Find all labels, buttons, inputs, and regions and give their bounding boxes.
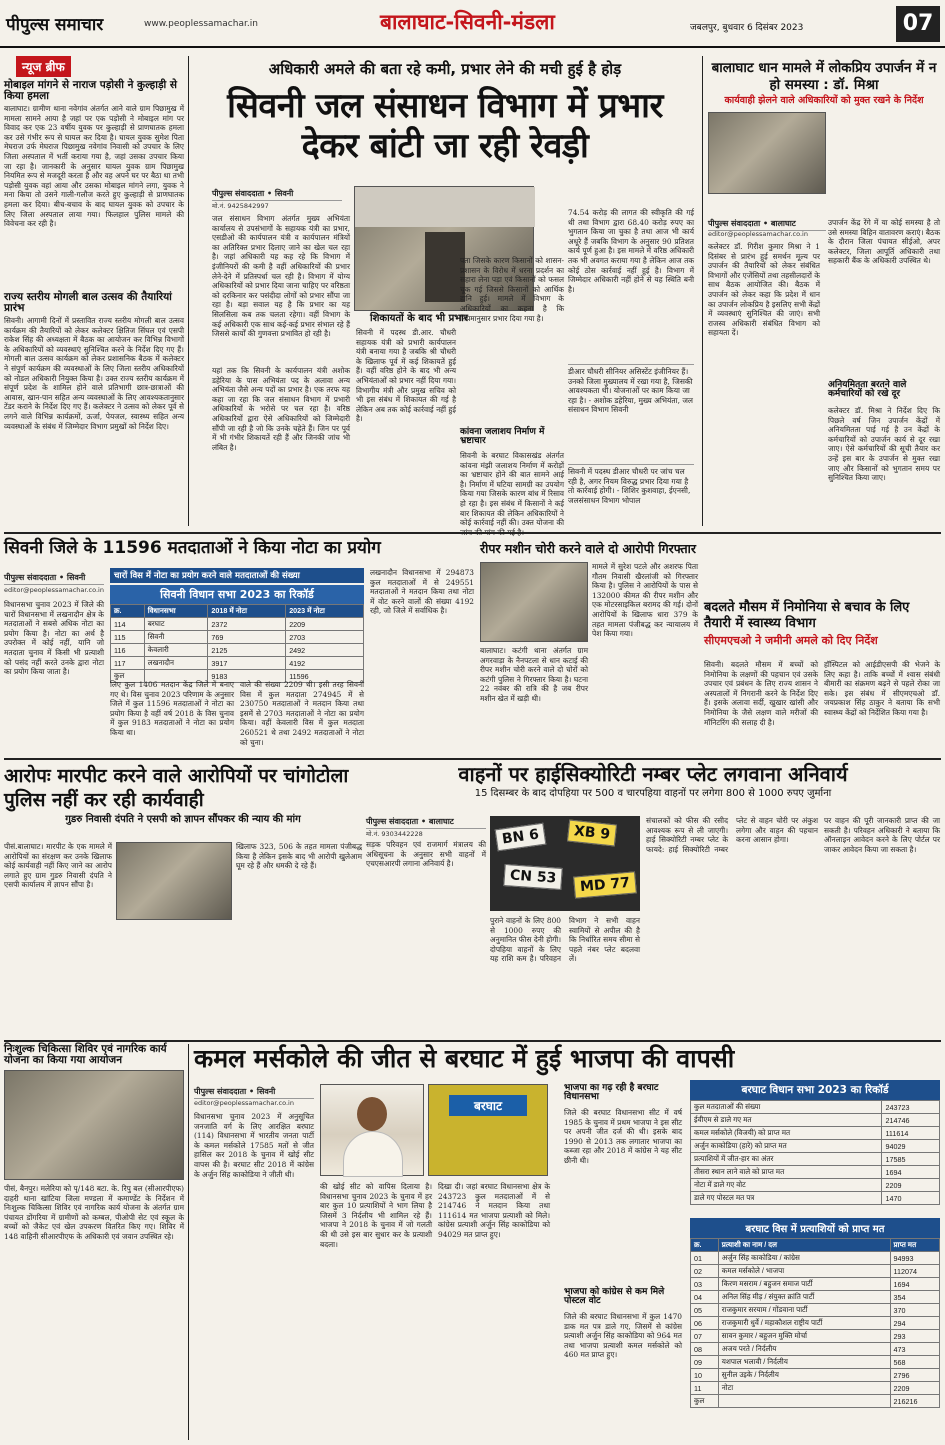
table-row [691,1265,940,1278]
nota-table-box [110,568,364,683]
cell: अनिल सिंह मीड़ / संयुक्त क्रांति पार्टी [718,1291,890,1304]
table-row [691,1317,940,1330]
gudru-body-1: पीसं.बालाघाट। मारपीट के एक मामले में आरोपियों का संरक्षण कर उनके खिलाफ कोई कार्यवाही नहीं किए जाने का आरोप लगाते हुए ग्राम गुडरु निवासी दंपति ने एसपी कार्यालय में ज्ञापन सौंपा है। [4,842,112,890]
number-plate: XB 9 [567,820,617,847]
building-door [425,232,465,302]
plates-photo [490,816,640,911]
cell: 568 [890,1356,939,1369]
lead-mobile: मो.नं. 9425842997 [212,202,269,210]
table-row [691,1330,940,1343]
cell: 2209 [286,618,364,631]
cell: सिवनी [144,631,208,644]
cell: 01 [691,1252,719,1265]
candidate-body [343,1131,403,1177]
brief-body-2: सिवनी। आगामी दिनों में प्रस्तावित राज्य स्तरीय मोगली बाल उत्सव कार्यक्रम की तैयारियों को लेकर कलेक्टर क्षितिज सिंघल एवं एसपी राकेश सिंह की अध्यक्षता में बैठक का आयोजन कर विभिन्न विभागों के अधिकारियों को व्यवस्थाएं सुनिश्चित करने के निर्देश दिए गए हैं। मोगली बाल उत्सव कार्यक्रम को लेकर प्रशासनिक बैठक में कलेक्टर ने संपूर्ण कार्यक्रम की व्यवस्थाओं के लिए जिला स्तरीय अधिकारियों को नोडल अधिकारी नियुक्त किया है। उक्त राज्य स्तरीय कार्यक्रम में संपूर्ण प्रदेश के शामिल होने वाले प्रतिभागी छात्र-छात्राओं की आवास, खान-पान सहित अन्य व्यवस्थाओं के लिए आवश्यकतानुसार टेंडर कराने के निर्देश दिए गए हैं। कलेक्टर ने उत्सव को लेकर पूर्व से लगने वाले विभिन्न कार्यक्रमों, ऊर्जा, पेयजल, स्वास्थ्य सहित अन्य व्यवस्थाओं के संबंध में जिम्मेदार विभाग प्रमुखों को निर्देश दिए। [4,316,184,431]
hsrp-body-1: पुराने वाहनों के लिए 800 से 1000 रुपए की अनुमानित फीस देनी होगी। दोपहिया वाहनों के लिए यह राशि कम है। परिवहन विभाग ने सभी वाहन स्वामियों से अपील की है कि निर्धारित समय सीमा से पहले नंबर प्लेट बदलवा लें। [490,916,640,964]
gudru-story [4,764,362,1036]
bjp-email: editor@peoplessamachar.co.in [194,1099,294,1107]
lead-headline: सिवनी जल संसाधन विभाग में प्रभार देकर बांटी जा रही रेवड़ी [227,85,663,166]
lead-story [194,56,696,528]
balaghat-headline: बालाघाट धान मामले में लोकप्रिय उपार्जन में न हो समस्या : डॉ. मिश्रा [711,60,937,93]
candidate-head [357,1097,387,1131]
bjp-body-3: दिखा दी। जहां बरघाट विधानसभा क्षेत्र के 243723 कुल मतदाताओं में से 214746 ने मतदान किया तथा 111614 मत भाजपा प्रत्याशी को मिले। कांग्रेस प्रत्याशी अर्जुन सिंह काकोडिया को 94029 मत प्राप्त हुए। [438,1182,550,1239]
cell: 11596 [286,670,364,683]
table-row [691,1192,940,1205]
hsrp-deck: 15 दिसम्बर के बाद दोपहिया पर 500 व चारपहिया वाहनों पर लगेगा 800 से 1000 रुपए जुर्माना [474,788,832,799]
cell: 111614 [882,1127,940,1140]
reaper-photo [480,562,588,642]
cell: 1694 [890,1278,939,1291]
column-divider [702,56,703,526]
lead-kicker: अधिकारी अमले की बता रहे कमी, प्रभार लेने की मची हुई है होड़ [268,60,622,78]
nota-byline: पीपुल्स संवाददाता • सिवनी [4,572,104,585]
table-row [691,1356,940,1369]
cell: अजय परते / निर्दलीय [718,1343,890,1356]
lead-body-6: 74.54 करोड़ की लागत की स्वीकृति की गई थी तथा विभाग द्वारा 68.40 करोड़ रुपए का भुगतान किया जा चुका है तथा आज भी कार्य अधूरे हैं जबकि विभाग के अनुसार 90 प्रतिशत कार्य पूर्ण हुआ है। इस मामले में वरिष्ठ अधिकारी तक भी अवगत कराया गया है लेकिन आज तक कोई ठोस कार्रवाई नहीं हुई है। विभाग में जिम्मेदार अधिकारी नहीं होने से यह स्थिति बनी है। [568,208,694,294]
cell: 114 [111,618,145,631]
bjp-subhead-1: भाजपा का गढ़ रही है बरघाट विधानसभा [564,1083,659,1103]
cell: 115 [111,631,145,644]
page-number: 07 [896,6,940,42]
balaghat-body-3: कलेक्टर डॉ. मिश्रा ने निर्देश दिए कि पिछले वर्ष जिन उपार्जन केंद्रों में अनियमितता पाई गई है उन केंद्रों के कर्मचारियों को उपार्जन कार्य से दूर रखा जाए। ऐसे कर्मचारियों की सूची तैयार कर उन्हें इस बार के उपार्जन से मुक्त रखा जाए और किसानों को भुगतान समय पर सुनिश्चित किया जाए। [828,406,940,483]
cell: 2125 [208,644,286,657]
balaghat-body-1: कलेक्टर डॉ. गिरीश कुमार मिश्रा ने 1 दिसंबर से प्रारंभ हुई समर्थन मूल्य पर उपार्जन की तैयारियों को लेकर संबंधित विभागों और एजेंसियों तथा तहसीलदारों के साथ बैठक आयोजित की। बैठक में उपार्जन को लेकर कहा कि प्रदेश में धान का उपार्जन लोकप्रिय है इसलिए सभी केंद्रों में व्यवस्थाएं सुनिश्चित की जाएं। सभी राजस्व अधिकारी संबंधित विभाग को सहायता दें। [708,242,820,338]
cell: 216216 [890,1395,939,1408]
pneumonia-deck: सीएमएचओ ने जमीनी अमले को दिए निर्देश [704,634,878,647]
cell: 05 [691,1304,719,1317]
cell: 02 [691,1265,719,1278]
nota-col-header: 2023 में नोटा [286,605,364,618]
balaghat-body-2: उपार्जन केंद्र रेंगे में या कोई समस्या है तो उसे समस्या बिहिन वातावरण कराएं। बैठक के दौरान जिला पंचायत सीईओ, अपर कलेक्टर, जिला आपूर्ति अधिकारी तथा सहकारी बैंक के अधिकारी उपस्थित थे। [828,218,940,266]
cell: 2703 [286,631,364,644]
nota-body-3: वाले की संख्या 2209 थी। इसी तरह सिवनी विस में कुल मतदाता 274945 में से 230750 मतदाताओं ने मतदान किया तथा इसमें से 2703 मतदाताओं ने नोटा का प्रयोग किया। वहीं केवलारी विस में कुल मतदाता 260521 थे तथा 2492 मतदाताओं ने नोटा को चुना। [240,680,364,747]
brief-headline-2: राज्य स्तरीय मोगली बाल उत्सव की तैयारियां प्रारंभ [4,291,172,315]
camp-headline: निःशुल्क चिकित्सा शिविर एवं नागरिक कार्य योजना का किया गया आयोजन [4,1043,167,1067]
cell: अर्जुन सिंह काकोडिया / कांग्रेस [718,1252,890,1265]
number-plate: BN 6 [495,823,547,852]
brief-body-1: बालाघाट। ग्रामीण थाना नवेगांव अंतर्गत आने वाले ग्राम पिछामुख में मामला सामने आया है जहां पर एक पड़ोसी ने मोबाइल मांग पर विवाद कर एक 23 वर्षीय युवक पर कुल्हाड़ी से प्राणघातक हमला कर उसे गंभीर रूप से घायल कर दिया है। घायल युवक सुमेश पिता मेघराज उर्फ मेघराज पिछामुख नवेगांव निवासी को उपचार के लिए जिला अस्पताल में भर्ती कराया गया है, जहां उसका उपचार किया जा रहा है। जानकारी के अनुसार घायल युवक ग्राम पिछामुख नियमित रूप से मजदूरी करता है और वह अपने घर पर बैठा था तभी पड़ोसी युवक वहां आया और उसका मोबाइल मांगने लगा, युवक ने मना किया तो उसने गाली-गलौज करते हुए कुल्हाड़ी से प्राणघातक हमला कर दिया। बीच-बचाव के बाद घायल युवक को उपचार के लिए जिला अस्पताल लाया गया। फिलहाल पुलिस मामले की विवेचना कर रही है। [4,104,184,229]
lead-body-1: जल संसाधन विभाग अंतर्गत मुख्य अभियंता कार्यालय से उपसंभागों के सहायक यंत्री का प्रभार, एसडीओ की कार्यपालन यंत्री व कार्यपालन मंत्रियों का अतिरिक्त प्रभार दिलाए जाने का खेल चल रहा है। जहां अधिकारी यह कह रहे कि विभाग में इंजीनियरों की कमी है वहीं अधिकारियों की प्रभार लेने-देने में प्रतिस्पर्धा चल रही है। विभाग में योग्य अधिकारियों को प्रभार दिया जाना चाहिए पर वरिष्ठता को दरकिनार कर पसंदीदा लोगों को प्रभार सौंपा जा रहा है। बड़ा सवाल यह है कि प्रभार का यह सिलसिला कब तक चलता रहेगा। वहीं विभाग के कई अधिकारी एक साथ कई-कई प्रभार संभाल रहे हैं जिससे कार्यों की गुणवत्ता प्रभावित हो रही है। [212,214,350,339]
cell: 17585 [882,1153,940,1166]
cell: 116 [111,644,145,657]
lead-byline: पीपुल्स संवाददाता • सिवनी [212,188,342,201]
candidates-title: बरघाट विस में प्रत्याशियों को प्राप्त मत [690,1218,940,1238]
masthead [0,0,945,48]
cell: किरण मसराम / बहुजन समाज पार्टी [718,1278,890,1291]
pneumonia-body-2: हॉस्पिटल को आईडीएसपी की भेजने के लिए कहा है। ताकि बच्चों में श्वास संबंधी बीमारी का संक्रमण बढ़ने से पहले रोका जा सके। इस संबंध में सीएमएचओ डॉ. जयप्रकाश सिंह ठाकुर ने बताया कि सभी स्वास्थ्य केंद्रों को निर्देशित किया गया है। [824,660,940,717]
cell: 473 [890,1343,939,1356]
bjp-body-1: विधानसभा चुनाव 2023 में अनुसूचित जनजाति वर्ग के लिए आरक्षित बरघाट (114) विधानसभा में भारतीय जनता पार्टी के कमल मर्सकोले 17585 मतों से जीत हासिल कर 2018 के चुनाव में खोई सीट वापस की है। बरघाट सीट 2018 में कांग्रेस के अर्जुन सिंह काकोडिया ने जीती थी। [194,1112,314,1179]
table-row [691,1369,940,1382]
cell: कमल मर्सकोले (विजयी) को प्राप्त मत [691,1127,882,1140]
section-rule [4,532,941,534]
table-row [691,1278,940,1291]
lead-quote-1: डीआर चौधरी सीनियर असिस्टेंट इंजीनियर हैं। उनको जिला मुख्यालय में रखा गया है, जिसकी आवश्यकता थी। योजनाओं पर काम किया जा रहा है। - अशोक डहेरिया, मुख्य अभियंता, जल संसाधन विभाग सिवनी [568,364,694,459]
cell: 9183 [208,670,286,683]
nota-col-header: क्र. [111,605,145,618]
cell: 03 [691,1278,719,1291]
cell: नोटा में डाले गए वोट [691,1179,882,1192]
cell: केवलारी [144,644,208,657]
hsrp-headline: वाहनों पर हाईसिक्योरिटी नम्बर प्लेट लगवाना अनिवार्य [458,762,848,786]
masthead-url[interactable]: www.peoplessamachar.in [144,19,258,29]
cell: 112074 [890,1265,939,1278]
cell: नोटा [718,1382,890,1395]
cell: डाले गए पोस्टल मत पत्र [691,1192,882,1205]
nota-headline: सिवनी जिले के 11596 मतदाताओं ने किया नोटा का प्रयोग [4,538,381,558]
hsrp-body-3: पर वाहन की पूरी जानकारी प्राप्त की जा सकती है। परिवहन अधिकारी ने बताया कि ऑनलाइन आवेदन करने के लिए पोर्टल पर जाकर आवेदन किया जा सकता है। [824,816,940,854]
bjp-byline: पीपुल्स संवाददाता • सिवनी [194,1086,314,1099]
cell: सुनील उइके / निर्दलीय [718,1369,890,1382]
hsrp-body-2: संचालकों को फीस की रसीद आवश्यक रूप से ली जाएगी। हाई सिक्योरिटी नम्बर प्लेट के फायदे: हाई सिक्योरिटी नम्बर प्लेट से वाहन चोरी पर अंकुश लगेगा और वाहन की पहचान करना आसान होगा। [646,816,818,854]
nota-table [110,604,364,683]
cell: सावन कुमार / बहुजन मुक्ति मोर्चा [718,1330,890,1343]
nota-body-4: लखनादौन विधानसभा में 294873 कुल मतदाताओं में से 249551 मतदाताओं ने मतदान किया तथा नोटा में वोट करने वालों की संख्या 4192 रही, जो जिले में सर्वाधिक है। [370,568,474,616]
cell: 769 [208,631,286,644]
brief-headline-1: मोबाइल मांगने से नाराज पड़ोसी ने कुल्हाड़ी से किया हमला [4,79,178,103]
cell: यशपाल भलावी / निर्दलीय [718,1356,890,1369]
candidates-col-header: प्रत्याशी का नाम / दल [718,1239,890,1252]
table-row [111,631,364,644]
cell: राजकुमारी धुर्वे / महाकौशल राष्ट्रीय पार्टी [718,1317,890,1330]
gudru-body-3: सड़क परिवहन एवं राजमार्ग मंत्रालय की अधिसूचना के अनुसार सभी वाहनों में एचएसआरपी लगाना अनिवार्य है। [366,840,486,869]
bjp-body-2: की खोई सीट को वापिस दिलाया है। विधानसभा चुनाव 2023 के चुनाव में हर बार कुल 10 प्रत्याशियों ने भाग लिया है जिसमें 3 निर्दलीय भी शामिल रहे हैं। भाजपा ने 2018 के चुनाव में जो गलती की थी उसे इस बार सुधार कर के प्रत्याशी बदला। [320,1182,432,1249]
pneumonia-headline: बदलते मौसम में निमोनिया से बचाव के लिए तैयारी में स्वास्थ्य विभाग [704,600,910,631]
cell [718,1395,890,1408]
table-row [691,1166,940,1179]
cell: 09 [691,1356,719,1369]
cell: 214746 [882,1114,940,1127]
bjp-body-4: जिले की बरघाट विधानसभा सीट में वर्ष 1985 के चुनाव में प्रथम भाजपा ने इस सीट पर अपनी जीत दर्ज की थी। इसके बाद 1990 से 2013 तक लगातार भाजपा का कब्जा रहा और 2018 में कांग्रेस ने यह सीट छीनी थी। [564,1108,682,1165]
nota-story [4,538,474,753]
cell: कुल [111,670,145,683]
masthead-date: जबलपुर, बुधवार 6 दिसंबर 2023 [690,23,804,33]
cell: 08 [691,1343,719,1356]
table-row [691,1252,940,1265]
table-row [691,1179,940,1192]
barghat-record [690,1080,940,1205]
lead-photo-caption: शिकायतों के बाद भी प्रभार [370,313,468,324]
column-divider [188,1044,189,1440]
cell: राजकुमार सरयाम / गोंडवाना पार्टी [718,1304,890,1317]
balaghat-deck: कार्यवाही झेलने वाले अधिकारियों को मुक्त रखने के निर्देश [724,95,924,106]
news-brief [4,56,184,526]
camp-story [4,1044,184,1440]
table-row [111,618,364,631]
candidates-col-header: प्राप्त मत [890,1239,939,1252]
table-row [691,1127,940,1140]
table-row [691,1291,940,1304]
cell: 1470 [882,1192,940,1205]
bjp-board-photo [428,1084,548,1176]
section-rule [4,1040,941,1042]
cell: 2796 [890,1369,939,1382]
pneumonia-body-1: सिवनी। बदलते मौसम में बच्चों को निमोनिया के लक्षणों की पहचान एवं उसके उपचार एवं प्रबंधन के लिए राज्य शासन ने अस्पतालों में निगरानी करने के निर्देश दिए हैं। इसके अलावा सर्दी, खुखार खांसी और निमोनिया के जैसे लक्षण वाले मरीजों की मॉनिटरिंग की सलाह दी है। [704,660,818,727]
table-row [691,1153,940,1166]
nota-col-header: विधानसभा [144,605,208,618]
cell: 10 [691,1369,719,1382]
bjp-candidate-photo [320,1084,424,1176]
cell: 243723 [882,1101,940,1114]
balaghat-byline: पीपुल्स संवाददाता • बालाघाट [708,218,826,231]
nota-table-title: सिवनी विधान सभा 2023 का रिकॉर्ड [110,585,364,604]
balaghat-subhead: अनियमितता बरतने वाले कर्मचारियों को रखे दूर [828,380,907,400]
table-row [111,644,364,657]
number-plate: MD 77 [573,871,637,898]
column-divider [188,56,189,526]
balaghat-story [708,56,940,528]
cell: 370 [890,1304,939,1317]
table-row [111,657,364,670]
cell: कुल [691,1395,719,1408]
masthead-logo: पीपुल्स समाचार [6,15,104,35]
nota-banner: चारों विस में नोटा का प्रयोग करने वाले मतदाताओं की संख्या [110,568,364,583]
reaper-headline: रीपर मशीन चोरी करने वाले दो आरोपी गिरफ्तार [480,541,696,556]
lead-quote-2: सिवनी में पदस्थ डीआर चौधरी पर जांच चल रही है, अगर नियम विरुद्ध प्रभार दिया गया है तो कार्रवाई होगी। - शिशिर कुशवाहा, ईएनसी, जलसंसाधन विभाग भोपाल [568,464,694,526]
cell: 294 [890,1317,939,1330]
cell: 2372 [208,618,286,631]
nota-body-1: विधानसभा चुनाव 2023 में जिले की चारों विधानसभा में लखनादौन क्षेत्र के मतदाताओं ने सबसे अधिक नोटा का प्रयोग किया है। नोटा का अर्थ है उपरोक्त में कोई नहीं, यानि जो मतदाता चुनाव में किसी भी प्रत्याशी को पसंद नहीं करते उनके द्वारा नोटा का प्रयोग किया जाता है। [4,600,104,677]
cell: 1694 [882,1166,940,1179]
table-row [691,1395,940,1408]
lead-subhead: कांवना जलाशय निर्माण में भ्रष्टाचार [460,427,545,447]
pneumonia-story [704,600,940,755]
cell: बरघाट [144,618,208,631]
balaghat-photo [708,112,826,194]
cell: 06 [691,1317,719,1330]
cell: 2209 [890,1382,939,1395]
lead-body-5: सिवनी के बरघाट विकासखंड अंतर्गत कांवना मंझी जलाशय निर्माण में करोड़ों का भ्रष्टाचार होने की बात सामने आई है। निर्माण में घटिया सामग्री का उपयोग किया गया जिसके कारण बांध में रिसाव हो रहा है। इस संबंध में किसानों ने कई बार शिकायत की लेकिन अधिकारियों ने कोई कार्रवाई नहीं की। उक्त योजना की [460,451,564,528]
table-row [691,1101,940,1114]
lead-body-2: यहां तक कि सिवनी के कार्यपालन यंत्री अशोक डहेरिया के पास अभियंता पद के अलावा अन्य अभियंता जैसे अन्य पदों का प्रभार है। एक तरफ यह कहा जा रहा कि जल संसाधन विभाग में प्रभारी अधिकारियों के भरोसे पर चल रहा है। वरिष्ठ अधिकारियों द्वारा ऐसे अधिकारियों को जिम्मेदारी सौंपी जा रही है जो कि उनके चहेते हैं। जिन पर पूर्व में भी गंभीर शिकायतें रही हैं और जिनकी जांच भी लंबित है। [212,366,350,452]
lead-body-3: सिवनी में पदस्थ डी.आर. चौधरी सहायक यंत्री को प्रभारी कार्यपालन यंत्री बनाया गया है जबकि श्री चौधरी के खिलाफ पूर्व में कई शिकायतें हुई हैं। वहीं वरिष्ठ होने के बाद भी अन्य अभियंताओं को प्रभार नहीं दिया गया। विभागीय मंत्री और प्रमुख सचिव को भी इस संबंध में शिकायत की गई है लेकिन अब तक कोई कार्रवाई नहीं हुई है। [356,328,456,424]
hsrp-byline: पीपुल्स संवाददाता • बालाघाट [366,816,486,829]
cell: लखनादौन [144,657,208,670]
barghat-record-title: बरघाट विधान सभा 2023 का रिकॉर्ड [690,1080,940,1100]
bjp-headline: कमल मर्सकोले की जीत से बरघाट में हुई भाजपा की वापसी [194,1044,735,1073]
cell: 117 [111,657,145,670]
building-roof [355,187,535,227]
candidates-box [690,1218,940,1408]
cell: 94993 [890,1252,939,1265]
cell: कमल मर्सकोले / भाजपा [718,1265,890,1278]
gudru-deck: गुडरु निवासी दंपति ने एसपी को ज्ञापन सौंपकर की न्याय की मांग [65,814,301,825]
gudru-body-2: खिलाफ 323, 506 के तहत मामला पंजीबद्ध किया है लेकिन इसके बाद भी आरोपी खुलेआम घूम रहे हैं और धमकी दे रहे हैं। [236,842,362,871]
section-rule [4,758,941,760]
brief-tag: न्यूज ब्रीफ [16,56,71,77]
table-row [691,1140,940,1153]
cell: प्रत्याशियों में जीत-हार का अंतर [691,1153,882,1166]
number-plate: CN 53 [503,864,563,890]
reaper-body: मामले में सुरेश पटले और अशरफ पिता गौतम निवासी खैरलांजी को गिरफ्तार किया है। पुलिस ने आरोपियों के पास से 132000 कीमत की रीपर मशीन और एक मोटरसाइकिल बरामद की गई। दोनों आरोपियों के खिलाफ धारा 379 के तहत मामला पंजीबद्ध कर न्यायालय में पेश किया गया। [592,562,698,639]
cell: अर्जुन काकोडिया (हारे) को प्राप्त मत [691,1140,882,1153]
reaper-body-2: बालाघाट। कटंगी थाना अंतर्गत ग्राम अगरवाड़ा के नैनपटला से धान कटाई की रीपर मशीन चोरी करने वाले दो चोरों को कटंगी पुलिस ने गिरफ्तार किया है। घटना 22 नवंबर की रात्रि की है जब रीपर मशीन खेत में खड़ी थी। [480,646,588,703]
cell: तीसरा स्थान लाने वाले को प्राप्त मत [691,1166,882,1179]
gudru-headline: आरोपः मारपीट करने वाले आरोपियों पर चांगोटोला पुलिस नहीं कर रही कार्यवाही [4,765,349,811]
nota-email: editor@peoplessamachar.co.in [4,586,104,594]
table-row [691,1114,940,1127]
cell: 3917 [208,657,286,670]
cell: 94029 [882,1140,940,1153]
nota-body-2: लिए कुल 1406 मतदान केंद्र जिले में बनाए गए थे। विस चुनाव 2023 परिणाम के अनुसार जिले में कुल 11596 मतदाताओं ने नोटा का प्रयोग किया है वहीं वर्ष 2018 के विस चुनाव में कुल 9183 मतदाताओं ने नोटा का प्रयोग किया था। [110,680,234,737]
bjp-body-5: जिले की बरघाट विधानसभा में कुल 1470 डाक मत पत्र डाले गए, जिसमें से कांग्रेस प्रत्याशी अर्जुन सिंह काकोडिया को 964 मत तथा भाजपा प्रत्याशी कमल मर्सकोले को 460 मत प्राप्त हुए। [564,1312,682,1360]
cell: 293 [890,1330,939,1343]
balaghat-email: editor@peoplessamachar.co.in [708,230,808,238]
bjp-subhead-2: भाजपा को कांग्रेस से कम मिले पोस्टल वोट [564,1287,665,1307]
camp-body: पीसं, बैनपुर। मलेरिया को पृ/148 बटा. के. रिपु बल (सीआरपीएफ) दाहरी थाना खांटिया जिला मण्डला में कमाण्डेंट के निर्देशन में निःशुल्क चिकित्सा शिविर एवं नागरिक कार्य योजना के अंतर्गत ग्राम पंचायत डोंगरिया में ग्रामीणों को कम्बल, पीओपी सेट एवं स्कूल के बच्चों को जैकेट एवं खेल उपकरण वितरित किए गए। शिविर में 148 वाहिनी सीआरपीएफ के अधिकारी एवं जवान उपस्थित रहे। [4,1184,184,1241]
masthead-regions: बालाघाट-सिवनी-मंडला [380,10,555,34]
cell: 11 [691,1382,719,1395]
nota-col-header: 2018 में नोटा [208,605,286,618]
cell: 2492 [286,644,364,657]
cell: 04 [691,1291,719,1304]
gudru-photo [116,842,232,920]
cell: 4192 [286,657,364,670]
lead-body-4: पता जिसके कारण किसानों को शासन-प्रशासन के विरोध में धरना प्रदर्शन का सहारा लेना पड़ा एवं किसानों को फसल चूक गई जिससे किसानों को आर्थिक हानि हुई। मामले में विभाग के अधिकारियों का कहना है कि नियमानुसार प्रभार दिया गया है। [460,256,564,323]
reaper-story [480,538,698,753]
table-row [691,1304,940,1317]
hsrp-mobile: मो.नं. 9303442228 [366,830,423,838]
cell: 2209 [882,1179,940,1192]
cell: 354 [890,1291,939,1304]
barghat-record-table [690,1100,940,1205]
table-row [691,1382,940,1395]
camp-photo [4,1070,184,1180]
cell: ईवीएम से डाले गए मत [691,1114,882,1127]
candidates-table [690,1238,940,1408]
candidates-col-header: क्र. [691,1239,719,1252]
table-row [691,1343,940,1356]
cell: 07 [691,1330,719,1343]
barghat-board: बरघाट [449,1095,527,1116]
cell: कुल मतदाताओं की संख्या [691,1101,882,1114]
